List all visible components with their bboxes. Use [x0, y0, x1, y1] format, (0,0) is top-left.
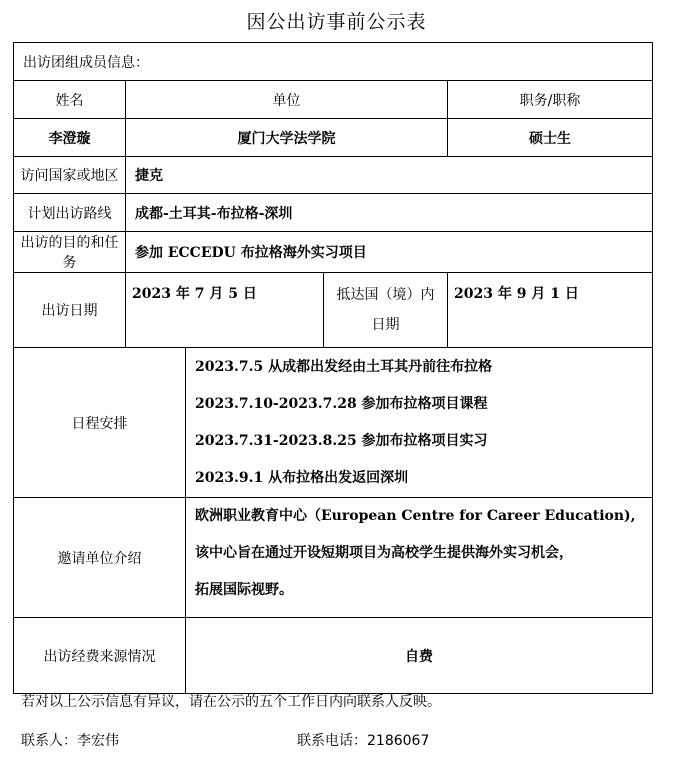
schedule-row	[14, 348, 653, 498]
header-position: 职务/职称	[448, 81, 653, 119]
route-label: 计划出访路线	[14, 194, 126, 232]
departure-date: 2023 年 7 月 5 日	[126, 273, 324, 348]
contact-phone: 联系电话：2186067	[297, 733, 430, 749]
objection-note: 若对以上公示信息有异议，请在公示的五个工作日内向联系人反映。	[21, 694, 441, 710]
purpose-row	[14, 232, 653, 273]
route-value: 成都-土耳其-布拉格-深圳	[126, 194, 653, 232]
inviter-line: 欧洲职业教育中心（European Centre for Career Education),	[195, 508, 636, 524]
member-unit: 厦门大学法学院	[126, 119, 448, 157]
group-info-row	[14, 43, 653, 81]
purpose-label: 出访的目的和任务	[14, 232, 126, 273]
header-row	[14, 81, 653, 119]
dates-label: 出访日期	[14, 273, 126, 348]
inviter-line: 该中心旨在通过开设短期项目为高校学生提供海外实习机会，	[195, 545, 573, 561]
arrival-label-line1: 抵达国（境）内	[336, 287, 435, 303]
member-position: 硕士生	[448, 119, 653, 157]
inviter-label: 邀请单位介绍	[14, 498, 186, 618]
inviter-description	[186, 498, 653, 618]
schedule-item: 2023.7.5 从成都出发经由土耳其丹前往布拉格	[195, 358, 493, 375]
header-unit: 单位	[126, 81, 448, 119]
funding-label: 出访经费来源情况	[14, 618, 186, 694]
schedule-item: 2023.7.10-2023.7.28 参加布拉格项目课程	[195, 395, 488, 412]
arrival-date: 2023 年 9 月 1 日	[448, 273, 653, 348]
inviter-line: 拓展国际视野。	[195, 582, 293, 598]
member-name: 李澄璇	[14, 119, 126, 157]
country-row	[14, 157, 653, 194]
inviter-row	[14, 498, 653, 618]
schedule-label: 日程安排	[14, 348, 186, 498]
disclosure-form-table	[13, 42, 653, 694]
group-info-label: 出访团组成员信息：	[14, 43, 653, 81]
arrival-date-label	[324, 273, 448, 348]
country-label: 访问国家或地区	[14, 157, 126, 194]
purpose-value: 参加 ECCEDU 布拉格海外实习项目	[126, 232, 653, 273]
page-title: 因公出访事前公示表	[246, 11, 427, 33]
route-row	[14, 194, 653, 232]
member-row	[14, 119, 653, 157]
contact-person: 联系人：李宏伟	[21, 733, 119, 749]
country-value: 捷克	[126, 157, 653, 194]
schedule-item: 2023.9.1 从布拉格出发返回深圳	[195, 469, 409, 486]
schedule-list	[186, 348, 653, 498]
schedule-item: 2023.7.31-2023.8.25 参加布拉格项目实习	[195, 432, 488, 449]
funding-value: 自费	[186, 618, 653, 694]
header-name: 姓名	[14, 81, 126, 119]
funding-row	[14, 618, 653, 694]
dates-row	[14, 273, 653, 348]
arrival-label-line2: 日期	[371, 317, 400, 333]
